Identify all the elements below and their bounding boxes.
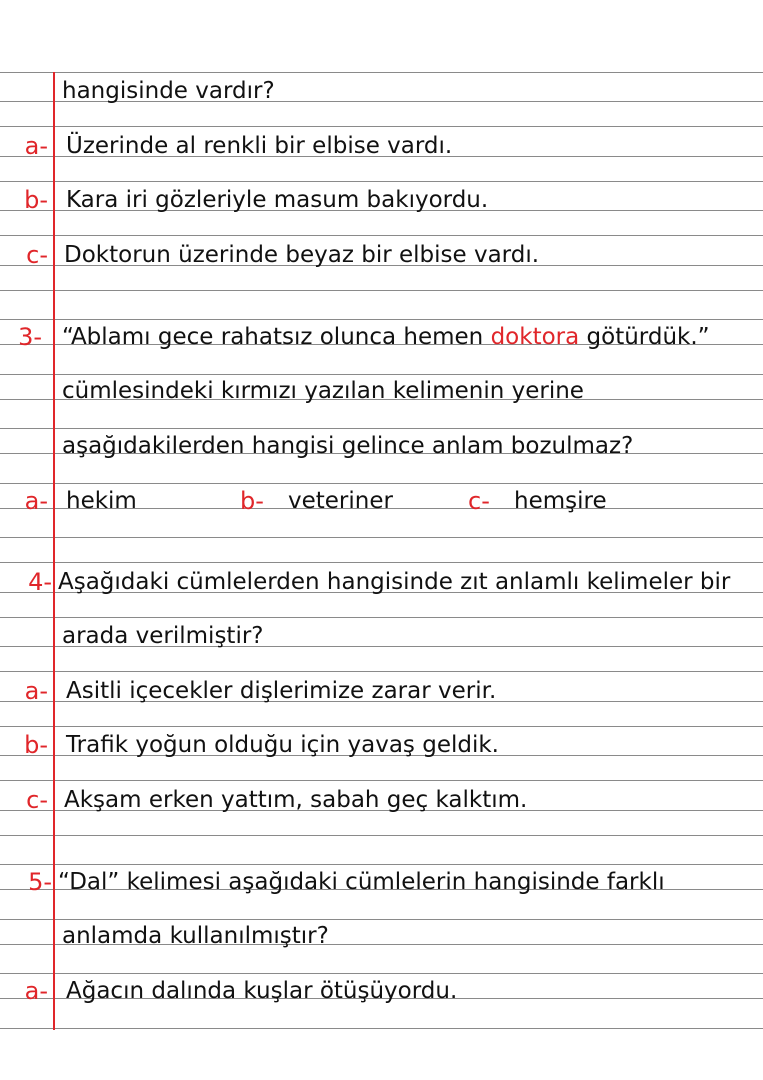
q5-option-a-text: Ağacın dalında kuşlar ötüşüyordu. (66, 978, 458, 1004)
rule-line (0, 919, 763, 920)
rule-line (0, 428, 763, 429)
rule-line (0, 835, 763, 836)
q4-stem-line-2: arada verilmiştir? (62, 623, 264, 649)
q2-option-c-label: c- (26, 241, 48, 269)
q2-option-a-label: a- (24, 132, 48, 160)
rule-line (0, 1028, 763, 1029)
q3-highlight-word: doktora (490, 324, 580, 350)
q4-line-1 (0, 568, 763, 596)
q5-line-2 (0, 922, 763, 950)
rule-line (0, 726, 763, 727)
q4-option-a-text: Asitli içecekler dişlerimize zarar verir. (66, 678, 497, 704)
q5-option-a (0, 977, 763, 1005)
q4-option-c (0, 786, 763, 814)
q2-option-b (0, 186, 763, 214)
rule-line (0, 290, 763, 291)
q4-option-b-label: b- (24, 731, 48, 759)
q3-options-row (0, 487, 763, 515)
q2-option-a (0, 132, 763, 160)
q5-line-1 (0, 868, 763, 896)
rule-line (0, 126, 763, 127)
rule-line (0, 72, 763, 73)
q2-option-b-label: b- (24, 186, 48, 214)
rule-line (0, 864, 763, 865)
q5-stem-line-2: anlamda kullanılmıştır? (62, 923, 329, 949)
q3-option-a-label: a- (24, 487, 48, 515)
rule-line (0, 235, 763, 236)
q3-stem-line-2: cümlesindeki kırmızı yazılan kelimenin yerine (62, 378, 584, 404)
q3-option-b-text: veteriner (288, 488, 393, 514)
rule-line (0, 483, 763, 484)
rule-line (0, 617, 763, 618)
rule-line (0, 780, 763, 781)
q3-option-b-label: b- (240, 487, 264, 515)
q3-stem-line-1 (62, 323, 710, 351)
q3-option-c-text: hemşire (514, 488, 607, 514)
q3-line-1 (0, 323, 763, 351)
q3-line-3 (0, 432, 763, 460)
q4-option-c-text: Akşam erken yattım, sabah geç kalktım. (64, 787, 528, 813)
rule-line (0, 562, 763, 563)
rule-line (0, 671, 763, 672)
q2-option-b-text: Kara iri gözleriyle masum bakıyordu. (66, 187, 489, 213)
q2-stem-tail: hangisinde vardır? (62, 78, 275, 104)
rule-line (0, 319, 763, 320)
q4-option-a-label: a- (24, 677, 48, 705)
q3-stem-line-3: aşağıdakilerden hangisi gelince anlam bozulmaz? (62, 433, 634, 459)
q4-option-b-text: Trafik yoğun olduğu için yavaş geldik. (66, 732, 499, 758)
q3-number: 3- (18, 323, 42, 351)
q4-number: 4- (28, 568, 52, 596)
q3-line-2 (0, 377, 763, 405)
q4-option-b (0, 731, 763, 759)
rule-line (0, 537, 763, 538)
q2-stem-line (0, 77, 763, 105)
q5-option-a-label: a- (24, 977, 48, 1005)
rule-line (0, 973, 763, 974)
q2-option-a-text: Üzerinde al renkli bir elbise vardı. (66, 133, 453, 159)
q5-stem-line-1: “Dal” kelimesi aşağıdaki cümlelerin hangisinde farklı (58, 869, 665, 895)
q4-line-2 (0, 622, 763, 650)
q3-option-c-label: c- (468, 487, 490, 515)
q2-option-c (0, 241, 763, 269)
q4-option-c-label: c- (26, 786, 48, 814)
rule-line (0, 374, 763, 375)
q4-option-a (0, 677, 763, 705)
q3-stem-before: “Ablamı gece rahatsız olunca hemen (62, 324, 491, 350)
q3-option-a-text: hekim (66, 488, 137, 514)
rule-line (0, 181, 763, 182)
q3-stem-after: götürdük.” (579, 324, 710, 350)
q4-stem-line-1: Aşağıdaki cümlelerden hangisinde zıt anlamlı kelimeler bir (58, 569, 731, 595)
q2-option-c-text: Doktorun üzerinde beyaz bir elbise vardı. (64, 242, 540, 268)
q5-number: 5- (28, 868, 52, 896)
